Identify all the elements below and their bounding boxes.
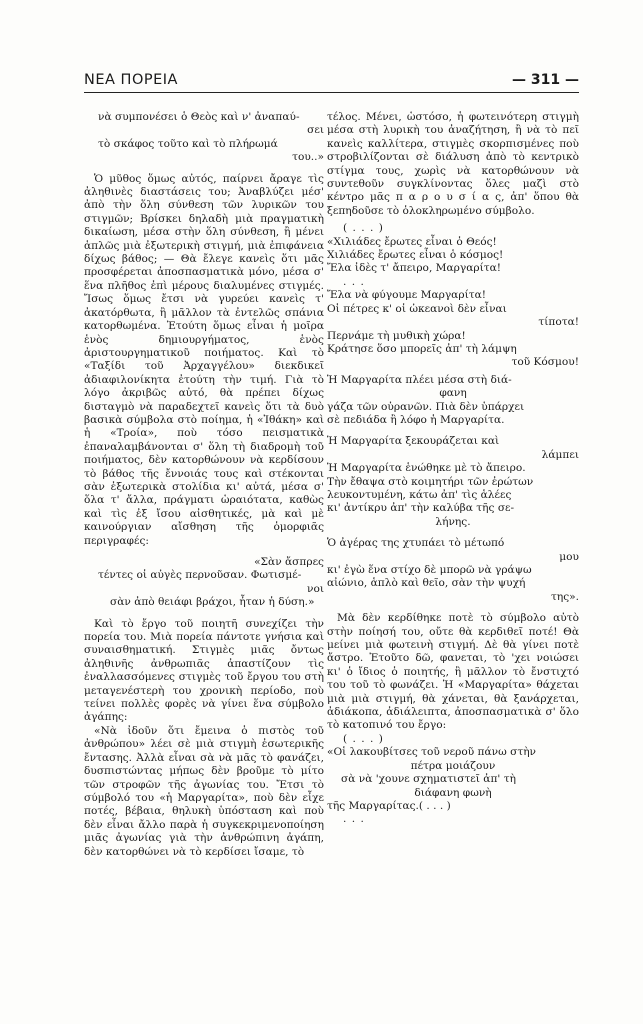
quote-block xyxy=(84,556,324,610)
verse-line: Οἱ πέτρες κ' οἱ ὠκεανοὶ δὲν εἶναι xyxy=(327,302,507,315)
verse-line: διάφανη φωνὴ xyxy=(414,786,492,799)
verse-line: «Σὰν ἄσπρες xyxy=(254,556,324,568)
verse-line: μου xyxy=(559,550,579,563)
verse-block xyxy=(327,236,579,276)
verse-line: Ὁ ἀγέρας της χτυπάει τὸ μέτωπό xyxy=(327,537,505,550)
ellipsis-marker: ( . . . ) xyxy=(343,222,384,235)
paragraph: τέλος. Μένει, ὡστόσο, ἡ φωτεινότερη στιγμὴ μέσα στὴ λυρικὴ του ἀναζήτηση, ἢ νὰ τὸ πεῖ κανεὶς καλλίτερα, στιγμὲς σκορπισμένες ποὺ στροβιλίζονται σὲ διάλυση ἀπὸ τὸ κεντρικὸ στίγμα τους, χωρὶς νὰ κατορθώνουν νὰ συντεθοῦν συγκλίνοντας ὅλες μαζὶ στὸ κέντρο μᾶς π α ρ ο υ σ ί α ς, ἀπ' ὅπου θὰ ξεπηδοῦσε τὸ ὁλοκληρωμένο σύμβολο. xyxy=(327,111,579,217)
verse-line: κι' ἐγὼ ἕνα στίχο δὲ μπορῶ νὰ γράψω xyxy=(327,564,532,576)
verse-block xyxy=(327,537,579,604)
verse-line: σὰ νὰ 'χουνε σχηματιστεῖ ἀπ' τὴ xyxy=(341,773,516,786)
verse-line: τέντες οἱ αὐγὲς περνοῦσαν. Φωτισμέ- xyxy=(98,569,302,582)
paragraph: Καὶ τὸ ἔργο τοῦ ποιητῆ συνεχίζει τὴν πορεία του. Μιὰ πορεία πάντοτε γνήσια καὶ συναισθηματική. Στιγμὲς μιᾶς ὄντως ἀληθινῆς ἀνθρωπιᾶς ἀπαστίζουν τὶς ἐναλλασσόμενες στιγμὲς τοῦ ἔργου του στὴ μεταγενέστερὴ του χρονικὴ περίοδο, ποὺ τείνει πολλὲς φορὲς νὰ γίνει ἕνα σύμβολο ἀγάπης: xyxy=(84,617,324,724)
verse-block xyxy=(327,746,579,813)
verse-line: «Χιλιάδες ἔρωτες εἶναι ὁ Θεός! xyxy=(327,235,497,248)
left-column xyxy=(84,111,324,859)
verse-block xyxy=(327,374,579,428)
verse-line: νὰ συμπονέσει ὁ Θεὸς καὶ ν' ἀναπαύ- xyxy=(98,111,300,123)
verse-block xyxy=(327,435,579,529)
verse-line: «Οἱ λακουβίτσες τοῦ νεροῦ πάνω στὴν xyxy=(327,746,536,759)
verse-line: Ἡ Μαργαρίτα ξεκουράζεται καὶ xyxy=(327,435,500,448)
verse-line: Ἡ Μαργαρίτα ἑνώθηκε μὲ τὸ ἄπειρο. xyxy=(327,462,526,475)
verse-line: σὲ πεδιάδα ἢ λόφο ἡ Μαργαρίτα. xyxy=(327,413,505,426)
verse-line: σει xyxy=(307,124,324,137)
ellipsis-marker: ( . . . ) xyxy=(343,732,384,745)
verse-line: πέτρα μοιάζουν xyxy=(410,759,496,772)
verse-line: Τὴν ἔθαψα στὸ κοιμητήρι τῶν ἐρώτων xyxy=(327,475,534,488)
verse-line: λάμπει xyxy=(541,448,579,461)
ellipsis-marker: . . . xyxy=(343,275,365,288)
verse-line: τοῦ Κόσμου! xyxy=(511,356,579,369)
paragraph: Ὁ μῦθος ὅμως αὐτός, παίρνει ἄραγε τὶς ἀληθινὲς διαστάσεις του; Ἀναβλύζει μέσ' ἀπὸ τὴν ὅλη σύνθεση τῶν λυρικῶν του στιγμῶν; Βρίσκει δηλαδὴ μιὰ πραγματικὴ δικαίωση, μέσα στὴν ὅλη σύνθεση, ἢ μένει ἁπλῶς μιὰ ἐξωτερικὴ στιγμή, μιὰ ἐπιφάνεια δίχως βάθος; — Θὰ ἔλεγε κανεὶς ὅτι μᾶς προσφέρεται ἀποσπασματικὰ μόνο, μέσα σ' ἕνα πλῆθος ἐπὶ μέρους διαλυμένες στιγμές. Ἴσως ὅμως ἔτσι νὰ γυρεύει κανεὶς τ' ἀκατόρθωτα, ἢ μᾶλλον τὰ ἐντελῶς σπάνια κατορθωμένα. Ἐτούτη ὅμως εἶναι ἡ μοῖρα ἑνὸς δημιουργήματος, ἑνὸς ἀριστουργηματικοῦ ποιήματος. Καὶ τὸ «Ταξίδι τοῦ Ἀρχαγγέλου» διεκδικεῖ ἀδιαφιλονίκητα ἐτούτη τὴν τιμή. Γιὰ τὸ λόγο ἀκριβῶς αὐτό, θὰ πρέπει δίχως δισταγμὸ νὰ παραδεχτεῖ κανεὶς ὅτι τὰ δυὸ βασικὰ σύμβολα στὸ ποίημα, ἡ «Ἰθάκη» καὶ ἡ «Τροία», ποὺ τόσο πεισματικὰ ἐπαναλαμβάνονται σ' ὅλη τὴ διαδρομὴ τοῦ ποιήματος, δὲν κατορθώνουν νὰ κερδίσουν τὸ βάθος τῆς ἔννοιάς τους καὶ στέκονται σὰν ἐξωτερικὰ στολίδια κι' αὐτά, μέσα σ' ὅλα τ' ἄλλα, πράγματι ὡραιότατα, καθὼς καὶ τὶς ἐξ ἴσου αἰσθητικές, μὰ καὶ μὲ καινούργιαν αἴσθηση τῆς ὁμορφιᾶς περιγραφές: xyxy=(84,172,324,547)
verse-line: κι' ἀντίκρυ ἀπ' τὴν καλύβα τῆς σε- xyxy=(327,502,515,515)
verse-line: της». xyxy=(551,590,579,603)
journal-title: ΝΕΑ ΠΟΡΕΙΑ xyxy=(84,72,178,88)
verse-line: σὰν ἀπὸ θειάφι βράχοι, ἦταν ἡ δύση.» xyxy=(110,596,315,609)
verse-line: Χιλιάδες ἔρωτες εἶναι ὁ κόσμος! xyxy=(327,249,504,262)
paragraph: «Νὰ ἰδοῦν ὅτι ἔμεινα ὁ πιστὸς τοῦ ἀνθρώπου» λέει σὲ μιὰ στιγμὴ ἐσωτερικῆς ἔντασης. Ἀλλὰ εἶναι σὰ νὰ μᾶς τὸ φανάζει, δυσπιστώντας μήπως δὲν βροῦμε τὸ μίτο τῶν στροφῶν τῆς ἀγωνίας του. Ἔτσι τὸ σύμβολό του «ἡ Μαργαρίτα», ποὺ δὲν εἶχε ποτές, βέβαια, θηλυκὴ ὑπόσταση καὶ ποὺ δὲν εἶναι ἄλλο παρὰ ἡ συγκεκριμενοποίηση μιᾶς ἀγωνίας γιὰ τὴν ἀνθρώπινη ἀγάπη, δὲν κατορθώνει νὰ τὸ κερδίσει ἴσαμε, τὸ xyxy=(84,724,324,858)
verse-line: του..» xyxy=(292,151,324,164)
running-header xyxy=(84,70,579,93)
verse-line: νοι xyxy=(307,582,324,595)
verse-line: τὸ σκάφος τοῦτο καὶ τὸ πλήρωμά xyxy=(98,137,278,150)
verse-line: γάζα τῶν οὐρανῶν. Πιὰ δὲν ὑπάρχει xyxy=(327,400,525,413)
verse-line: Ἔλα νὰ φύγουμε Μαργαρίτα! xyxy=(327,289,486,302)
verse-line: τίποτα! xyxy=(538,316,579,329)
verse-line: Ἡ Μαργαρίτα πλέει μέσα στὴ διά- xyxy=(327,373,512,386)
ellipsis-marker: . . . xyxy=(343,813,365,826)
verse-line: Κράτησε ὅσο μπορεῖς ἀπ' τὴ λάμψη xyxy=(327,342,517,355)
verse-line: Περνάμε τὴ μυθικὴ χώρα! xyxy=(327,329,466,342)
verse-line: Ἔλα ἰδὲς τ' ἄπειρο, Μαργαρίτα! xyxy=(327,262,502,275)
quote-block xyxy=(84,111,324,165)
verse-line: τῆς Μαργαρίτας.( . . . ) xyxy=(327,799,451,812)
verse-block xyxy=(327,289,579,369)
verse-line: λευκοντυμένη, κάτω ἀπ' τὶς ἁλέες xyxy=(327,488,512,501)
verse-line: λήνης. xyxy=(435,515,471,528)
page-number: — 311 — xyxy=(512,72,579,88)
verse-line: αἰώνιο, ἁπλὸ καὶ θεῖο, σὰν τὴν ψυχή xyxy=(327,577,526,590)
verse-line: φανη xyxy=(439,387,467,400)
paragraph: Μὰ δὲν κερδίθηκε ποτὲ τὸ σύμβολο αὐτὸ στὴν ποίησή του, οὔτε θὰ κερδιθεῖ ποτέ! Θὰ μείνει μιὰ φωτεινὴ στιγμή. Δὲ θὰ γίνει ποτὲ ἄστρο. Ἐτοῦτο δῶ, φανεται, τὸ 'χει νοιώσει κι' ὁ ἴδιος ὁ ποιητής, ἢ μᾶλλον τὸ ἔνστιχτό του τοῦ τὸ φωνάζει. Ἡ «Μαργαρίτα» θάχεται μιὰ μιὰ στιγμή, θὰ χάνεται, θὰ ξανάρχεται, ἀδιάκοπα, ἀδιάλειπτα, ἀποσπασματικὰ σ' ὅλο τὸ κατοπινό του ἔργο: xyxy=(327,612,579,732)
right-column xyxy=(327,111,579,827)
